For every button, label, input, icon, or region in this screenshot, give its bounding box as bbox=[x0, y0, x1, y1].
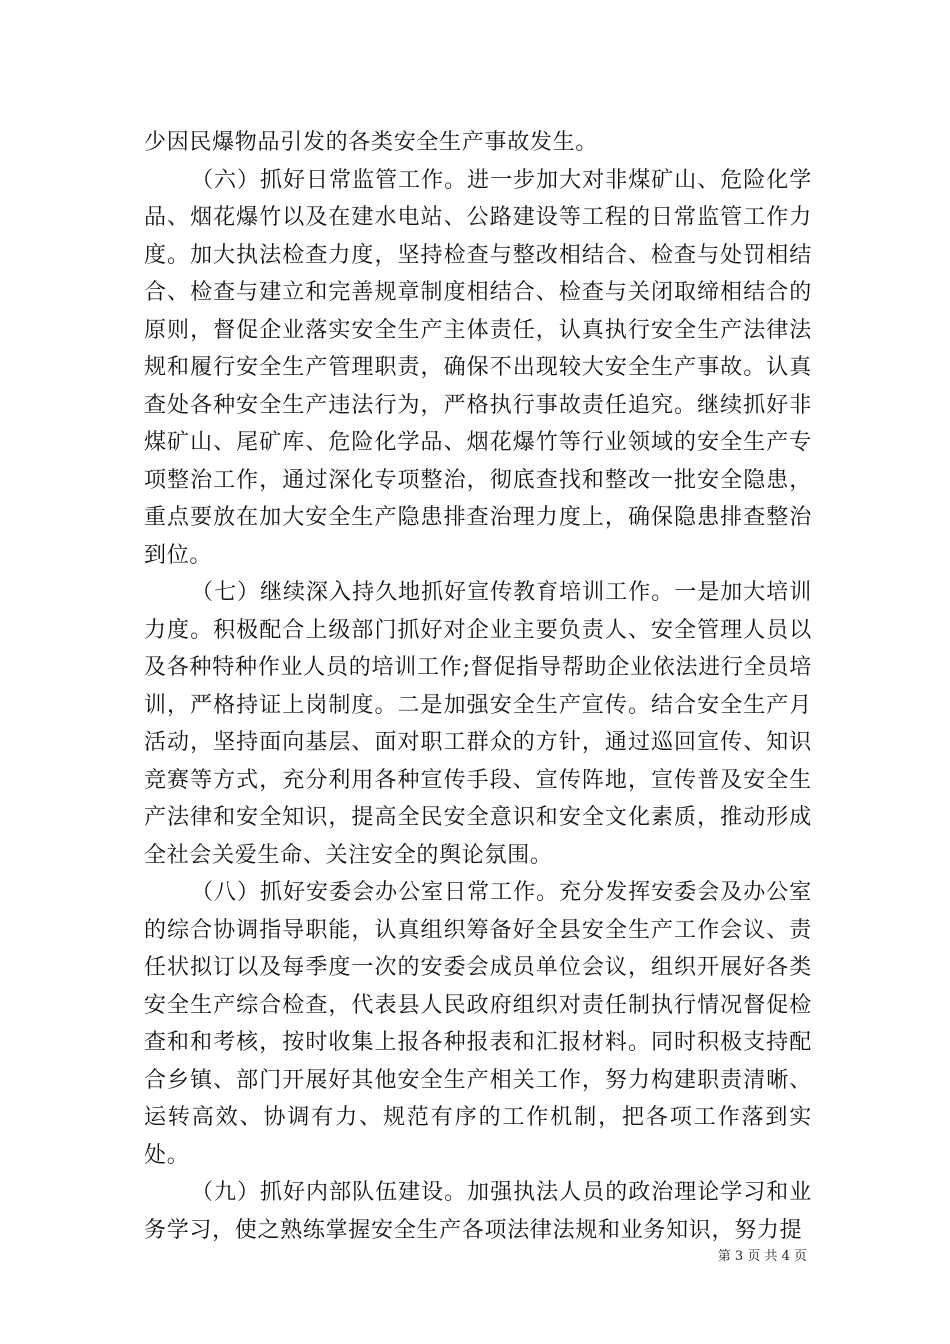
paragraph-section-9: （九）抓好内部队伍建设。加强执法人员的政治理论学习和业务学习，使之熟练掌握安全生产各项法律法规和业务知识，努力提 bbox=[144, 1180, 812, 1243]
paragraph-section-7: （七）继续深入持久地抓好宣传教育培训工作。一是加大培训力度。积极配合上级部门抓好对企业主要负责人、安全管理人员以及各种特种作业人员的培训工作;督促指导帮助企业依法进行全员培训，严格持证上岗制度。二是加强安全生产宣传。结合安全生产月活动，坚持面向基层、面对职工群众的方针，通过巡回宣传、知识竞赛等方式，充分利用各种宣传手段、宣传阵地，宣传普及安全生产法律和安全知识，提高全民安全意识和安全文化素质，推动形成全社会关爱生命、关注安全的舆论氛围。 bbox=[144, 580, 812, 868]
page-number-footer: 第 3 页 共 4 页 bbox=[717, 1249, 807, 1264]
paragraph-section-6: （六）抓好日常监管工作。进一步加大对非煤矿山、危险化学品、烟花爆竹以及在建水电站、公路建设等工程的日常监管工作力度。加大执法检查力度，坚持检查与整改相结合、检查与处罚相结合、检查与建立和完善规章制度相结合、检查与关闭取缔相结合的原则，督促企业落实安全生产主体责任，认真执行安全生产法律法规和履行安全生产管理职责，确保不出现较大安全生产事故。认真查处各种安全生产违法行为，严格执行事故责任追究。继续抓好非煤矿山、尾矿库、危险化学品、烟花爆竹等行业领域的安全生产专项整治工作，通过深化专项整治，彻底查找和整改一批安全隐患，重点要放在加大安全生产隐患排查治理力度上，确保隐患排查整治到位。 bbox=[144, 167, 812, 568]
document-body bbox=[144, 124, 812, 1249]
paragraph-section-8: （八）抓好安委会办公室日常工作。充分发挥安委会及办公室的综合协调指导职能，认真组织筹备好全县安全生产工作会议、责任状拟订以及每季度一次的安委会成员单位会议，组织开展好各类安全生产综合检查，代表县人民政府组织对责任制执行情况督促检查和和考核，按时收集上报各种报表和汇报材料。同时积极支持配合乡镇、部门开展好其他安全生产相关工作，努力构建职责清晰、运转高效、协调有力、规范有序的工作机制，把各项工作落到实处。 bbox=[144, 880, 812, 1168]
paragraph-continuation: 少因民爆物品引发的各类安全生产事故发生。 bbox=[144, 130, 599, 155]
